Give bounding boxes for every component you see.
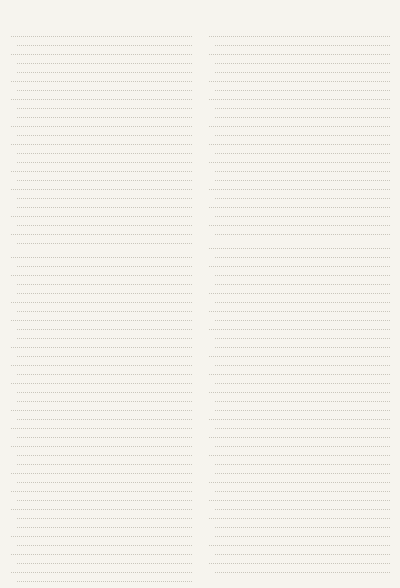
entry-first-line — [209, 304, 390, 312]
entry-continuation-line — [17, 128, 192, 136]
directory-entry — [209, 74, 390, 91]
entry-first-line — [11, 565, 192, 573]
directory-entry — [209, 182, 390, 199]
entry-first-line — [11, 439, 192, 447]
directory-entry — [11, 484, 192, 501]
entry-continuation-line — [215, 394, 390, 402]
entry-continuation-line — [215, 340, 390, 348]
entry-first-line — [209, 155, 390, 163]
entry-continuation-line — [17, 218, 192, 226]
directory-entry — [209, 137, 390, 154]
directory-entry — [11, 209, 192, 226]
directory-entry — [11, 250, 192, 267]
entry-continuation-line — [215, 376, 390, 384]
entry-continuation-line — [215, 227, 390, 235]
entry-continuation-line — [17, 101, 192, 109]
directory-entry — [209, 385, 390, 411]
directory-entry — [209, 538, 390, 555]
directory-entry — [11, 340, 192, 357]
directory-entry — [209, 493, 390, 510]
entry-continuation-line — [215, 65, 390, 73]
directory-entry — [209, 556, 390, 573]
entry-continuation-line — [215, 529, 390, 537]
entry-continuation-line — [17, 574, 192, 582]
entry-first-line — [11, 295, 192, 303]
page-number — [11, 15, 21, 25]
entry-first-line — [11, 268, 192, 276]
entry-first-line — [11, 358, 192, 366]
entry-first-line — [209, 430, 390, 438]
entry-continuation-line — [17, 304, 192, 312]
entry-continuation-line — [215, 209, 390, 217]
entry-continuation-line — [215, 110, 390, 118]
directory-entry — [11, 92, 192, 118]
entry-first-line — [11, 182, 192, 190]
entry-continuation-line — [215, 128, 390, 136]
directory-entry — [11, 164, 192, 181]
entry-continuation-line — [215, 164, 390, 172]
entry-continuation-line — [215, 173, 390, 181]
entry-first-line — [209, 367, 390, 375]
entry-continuation-line — [215, 56, 390, 64]
entry-continuation-line — [215, 83, 390, 91]
entry-continuation-line — [215, 146, 390, 154]
entry-first-line — [11, 421, 192, 429]
entry-first-line — [11, 209, 192, 217]
directory-entry — [209, 286, 390, 303]
directory-entry — [11, 547, 192, 564]
entry-first-line — [209, 475, 390, 483]
directory-entry — [11, 421, 192, 438]
directory-entry — [209, 259, 390, 285]
directory-entry — [209, 29, 390, 46]
entry-first-line — [209, 241, 390, 249]
entry-first-line — [209, 349, 390, 357]
directory-entry — [209, 322, 390, 348]
directory-entry — [209, 511, 390, 537]
entry-first-line — [11, 74, 192, 82]
entry-first-line — [209, 511, 390, 519]
entry-continuation-line — [17, 493, 192, 501]
entry-continuation-line — [17, 191, 192, 199]
entry-block — [11, 250, 192, 582]
entry-first-line — [11, 250, 192, 258]
entry-first-line — [209, 92, 390, 100]
entry-continuation-line — [17, 83, 192, 91]
entry-first-line — [209, 47, 390, 55]
directory-entry — [209, 241, 390, 258]
entry-continuation-line — [215, 38, 390, 46]
directory-entry — [209, 430, 390, 447]
entry-continuation-line — [17, 200, 192, 208]
entry-first-line — [209, 538, 390, 546]
directory-entry — [11, 268, 192, 294]
entry-continuation-line — [17, 520, 192, 528]
entry-continuation-line — [215, 313, 390, 321]
directory-entry — [209, 47, 390, 73]
entry-continuation-line — [17, 556, 192, 564]
right-column — [209, 29, 390, 579]
entry-continuation-line — [17, 475, 192, 483]
entry-first-line — [11, 403, 192, 411]
entry-continuation-line — [215, 520, 390, 528]
entry-continuation-line — [215, 403, 390, 411]
entry-continuation-line — [17, 394, 192, 402]
entry-continuation-line — [17, 277, 192, 285]
entry-block — [11, 29, 192, 244]
entry-continuation-line — [17, 322, 192, 330]
entry-continuation-line — [215, 191, 390, 199]
directory-entry — [11, 295, 192, 312]
entry-continuation-line — [17, 65, 192, 73]
directory-entry — [209, 200, 390, 217]
entry-continuation-line — [17, 457, 192, 465]
directory-entry — [11, 439, 192, 465]
directory-entry — [11, 29, 192, 46]
directory-entry — [11, 137, 192, 163]
entry-continuation-line — [215, 502, 390, 510]
entry-first-line — [11, 502, 192, 510]
entry-first-line — [209, 385, 390, 393]
entry-first-line — [11, 47, 192, 55]
entry-first-line — [209, 493, 390, 501]
directory-entry — [11, 47, 192, 73]
entry-continuation-line — [17, 430, 192, 438]
directory-entry — [11, 403, 192, 420]
directory-entry — [209, 304, 390, 321]
directory-entry — [11, 227, 192, 244]
directory-entry — [11, 358, 192, 375]
directory-entry — [11, 119, 192, 136]
entry-continuation-line — [17, 236, 192, 244]
entry-first-line — [11, 313, 192, 321]
entry-first-line — [209, 74, 390, 82]
entry-continuation-line — [17, 56, 192, 64]
entry-continuation-line — [215, 358, 390, 366]
entry-continuation-line — [17, 331, 192, 339]
directory-entry — [209, 92, 390, 118]
entry-continuation-line — [17, 286, 192, 294]
entry-first-line — [209, 218, 390, 226]
entry-first-line — [11, 119, 192, 127]
directory-entry — [11, 182, 192, 208]
entry-continuation-line — [17, 412, 192, 420]
entry-continuation-line — [17, 448, 192, 456]
entry-continuation-line — [17, 38, 192, 46]
entry-first-line — [11, 92, 192, 100]
entry-block — [209, 241, 390, 573]
entry-block — [209, 29, 390, 235]
entry-first-line — [209, 259, 390, 267]
entry-continuation-line — [215, 484, 390, 492]
directory-entry — [209, 367, 390, 384]
entry-continuation-line — [215, 295, 390, 303]
directory-entry — [11, 313, 192, 339]
entry-continuation-line — [215, 331, 390, 339]
directory-entry — [11, 376, 192, 402]
entry-continuation-line — [17, 173, 192, 181]
entry-first-line — [11, 227, 192, 235]
entry-first-line — [11, 340, 192, 348]
directory-entry — [209, 119, 390, 136]
entry-first-line — [11, 164, 192, 172]
entry-continuation-line — [17, 146, 192, 154]
directory-entry — [209, 448, 390, 474]
entry-continuation-line — [215, 421, 390, 429]
entry-continuation-line — [215, 466, 390, 474]
entry-first-line — [11, 466, 192, 474]
directory-entry — [209, 475, 390, 492]
directory-entry — [11, 502, 192, 528]
entry-first-line — [11, 484, 192, 492]
directory-entry — [11, 74, 192, 91]
entry-continuation-line — [215, 268, 390, 276]
directory-entry — [11, 529, 192, 546]
left-column — [11, 29, 192, 588]
entry-first-line — [209, 448, 390, 456]
directory-entry — [209, 155, 390, 181]
entry-continuation-line — [215, 457, 390, 465]
entry-first-line — [209, 200, 390, 208]
entry-first-line — [11, 529, 192, 537]
entry-continuation-line — [17, 367, 192, 375]
entry-continuation-line — [17, 155, 192, 163]
entry-first-line — [209, 137, 390, 145]
entry-continuation-line — [215, 101, 390, 109]
directory-entry — [11, 466, 192, 483]
entry-continuation-line — [17, 110, 192, 118]
entry-first-line — [11, 137, 192, 145]
entry-first-line — [209, 29, 390, 37]
entry-continuation-line — [17, 538, 192, 546]
directory-entry — [209, 412, 390, 429]
entry-first-line — [209, 322, 390, 330]
entry-first-line — [209, 286, 390, 294]
entry-continuation-line — [215, 439, 390, 447]
entry-continuation-line — [215, 547, 390, 555]
entry-first-line — [209, 412, 390, 420]
entry-continuation-line — [17, 259, 192, 267]
entry-first-line — [11, 29, 192, 37]
entry-first-line — [209, 182, 390, 190]
entry-continuation-line — [215, 277, 390, 285]
directory-entry — [11, 565, 192, 582]
entry-first-line — [209, 556, 390, 564]
entry-continuation-line — [17, 511, 192, 519]
entry-continuation-line — [215, 565, 390, 573]
entry-first-line — [209, 119, 390, 127]
entry-first-line — [11, 547, 192, 555]
directory-entry — [209, 349, 390, 366]
entry-continuation-line — [17, 349, 192, 357]
entry-first-line — [11, 376, 192, 384]
entry-continuation-line — [17, 385, 192, 393]
entry-continuation-line — [215, 250, 390, 258]
directory-entry — [209, 218, 390, 235]
